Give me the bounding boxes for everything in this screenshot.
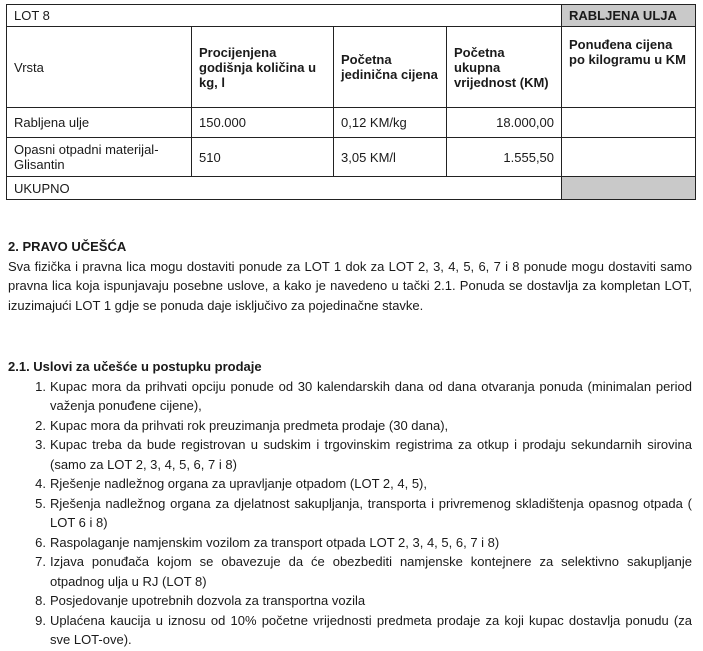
total-row [7,177,696,200]
cell-unit-price: 0,12 KM/kg [334,108,447,138]
cell-type: Opasni otpadni materijal-Glisantin [7,138,192,177]
section-2 [8,237,692,315]
cell-type: Rabljena ulje [7,108,192,138]
list-item: 8. Posjedovanje upotrebnih dozvola za transportna vozila [35,593,366,608]
lot-label: LOT 8 [7,5,562,27]
header-unit-price: Početna jedinična cijena [334,27,447,108]
section-2-1 [8,357,692,650]
list-item: 3. Kupac treba da bude registrovan u sudskim i trgovinskim registrima za otkup i prodaju sekundarnih sirovina (samo za LOT 2, 3, 4, 5, 6, 7 i 8) [35,437,692,472]
total-value-cell [562,177,696,200]
header-quantity: Procijenjena godišnja količina u kg, l [192,27,334,108]
cell-quantity: 510 [192,138,334,177]
list-item: 1. Kupac mora da prihvati opciju ponude od 30 kalendarskih dana od dana otvaranja ponuda (minimalan period važenja ponuđene cijene), [35,378,692,413]
header-offered-price: Ponuđena cijena po kilogramu u KM [562,27,696,108]
header-row [7,27,696,108]
lot-table [6,4,696,200]
table-row [7,138,696,177]
cell-quantity: 150.000 [192,108,334,138]
header-total-value: Početna ukupna vrijednost (KM) [447,27,562,108]
cell-total-value: 1.555,50 [447,138,562,177]
list-item: 7. Izjava ponuđača kojom se obavezuje da će obezbediti namjenske kontejnere za selektivno sakupljanje otpadnog ulja u RJ (LOT 8) [35,554,692,589]
total-label: UKUPNO [7,177,562,200]
list-item: 5. Rješenja nadležnog organa za djelatnost sakupljanja, transporta i privremenog skladištenja opasnog otpada ( LOT 6 i 8) [35,495,692,530]
cell-offered-price [562,138,696,177]
conditions-list [8,377,692,650]
lot-category: RABLJENA ULJA [562,5,696,27]
list-item: 4. Rješenje nadležnog organa za upravljanje otpadom (LOT 2, 4, 5), [35,476,427,491]
section-2-1-title: 2.1. Uslovi za učešće u postupku prodaje [8,359,262,374]
cell-unit-price: 3,05 KM/l [334,138,447,177]
table-row [7,108,696,138]
header-type: Vrsta [7,27,192,108]
lot-title-row [7,5,696,27]
section-2-title: 2. PRAVO UČEŠĆA [8,239,127,254]
cell-offered-price [562,108,696,138]
section-2-paragraph: Sva fizička i pravna lica mogu dostaviti ponude za LOT 1 dok za LOT 2, 3, 4, 5, 6, 7 i 8 ponude mogu dostaviti samo pravna lica koja ispunjavaju posebne uslove, a kako je navedeno u tački 2.1. Ponuda se dostavlja za kompletan LOT, izuzimajući LOT 1 gdje se ponuda daje isključivo za pojedinačne stavke. [8,258,692,313]
list-item: 9. Uplaćena kaucija u iznosu od 10% početne vrijednosti predmeta prodaje za koji kupac dostavlja ponudu (za sve LOT-ove). [35,612,692,647]
list-item: 2. Kupac mora da prihvati rok preuzimanja predmeta prodaje (30 dana), [35,417,449,433]
list-item: 6. Raspolaganje namjenskim vozilom za transport otpada LOT 2, 3, 4, 5, 6, 7 i 8) [35,534,500,550]
cell-total-value: 18.000,00 [447,108,562,138]
